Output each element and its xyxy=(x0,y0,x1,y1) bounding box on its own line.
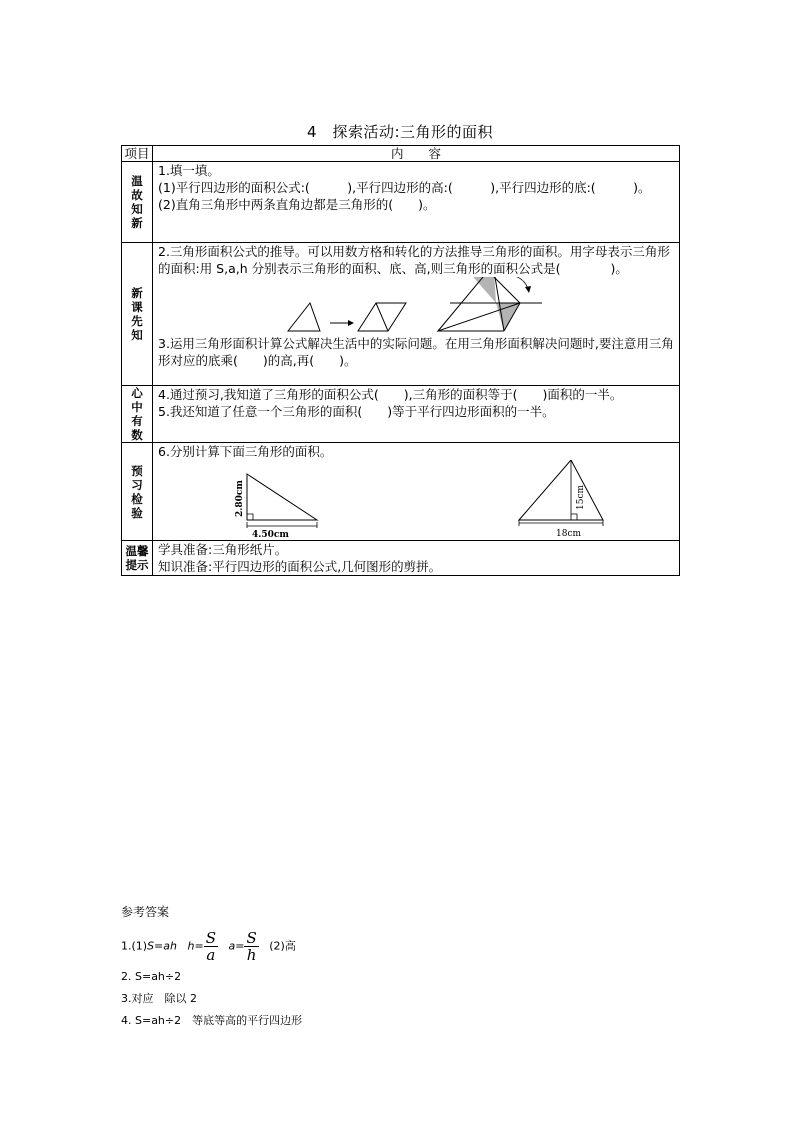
question-line: 5.我还知道了任意一个三角形的面积( )等于平行四边形面积的一半。 xyxy=(158,404,555,419)
fraction-denominator: h xyxy=(246,946,257,964)
table-row xyxy=(122,162,680,243)
answer-3: 3.对应 除以 2 xyxy=(121,992,197,1005)
answer-1 xyxy=(121,930,302,963)
answer-4: 4. S=ah÷2 等底等高的平行四边形 xyxy=(121,1014,303,1027)
tri2-height-label: 15cm xyxy=(576,484,586,510)
triangles-diagram xyxy=(158,460,678,540)
fraction-denominator: a xyxy=(206,946,216,964)
row-label: 温故知新 xyxy=(131,174,143,230)
question-line: 2.三角形面积公式的推导。可以用数方格和转化的方法推导三角形的面积。用字母表示三角形的面积:用 S,a,h 分别表示三角形的面积、底、高,则三角形的面积公式是( )。 xyxy=(158,244,670,276)
triangle-to-parallelogram-diagram xyxy=(158,277,678,339)
question-line: 4.通过预习,我知道了三角形的面积公式( ),三角形的面积等于( )面积的一半。 xyxy=(158,387,623,402)
row-label: 心中有数 xyxy=(131,386,143,442)
right-angle-mark xyxy=(247,514,253,520)
tri1-base-label: 4.50cm xyxy=(252,530,289,540)
fraction-numerator: S xyxy=(205,929,216,947)
table-row xyxy=(122,243,680,386)
answer-section xyxy=(121,903,302,1035)
arrow-head-icon xyxy=(348,320,354,326)
answer-1-h-label: h= xyxy=(187,939,204,953)
answer-1-prefix: 1.(1) xyxy=(121,939,148,953)
question-line: (1)平行四边形的面积公式:( ),平行四边形的高:( ),平行四边形的底:( )。 xyxy=(158,180,651,195)
table-row xyxy=(122,541,680,576)
right-triangle-shape xyxy=(247,474,317,520)
right-angle-mark xyxy=(571,514,577,520)
rotate-arrowhead-icon xyxy=(525,286,531,293)
tip-line: 学具准备:三角形纸片。 xyxy=(158,542,288,557)
preview-sheet-table xyxy=(121,145,680,576)
question-line: 3.运用三角形面积计算公式解决生活中的实际问题。在用三角形面积解决问题时,要注意用三角形对应的底乘( )的高,再( )。 xyxy=(158,336,674,368)
fraction-s-over-a xyxy=(204,930,218,963)
answer-2: 2. S=ah÷2 xyxy=(121,970,182,983)
answer-1-formula: S=ah xyxy=(147,939,177,953)
transformation-figure xyxy=(158,277,679,335)
table-row xyxy=(122,443,680,541)
question-line: 1.填一填。 xyxy=(158,163,220,178)
triangles-figure xyxy=(158,460,679,540)
table-row xyxy=(122,386,680,443)
table-header-row xyxy=(122,146,680,162)
diagonal-line xyxy=(376,303,388,331)
fraction-s-over-h xyxy=(244,930,258,963)
tip-line: 知识准备:平行四边形的面积公式,几何图形的剪拼。 xyxy=(158,559,442,574)
question-line: (2)直角三角形中两条直角边都是三角形的( )。 xyxy=(158,197,436,212)
page-title: 4 探索活动:三角形的面积 xyxy=(306,123,494,141)
fraction-numerator: S xyxy=(246,929,257,947)
isosceles-triangle-shape xyxy=(519,460,603,520)
header-content: 内 容 xyxy=(153,146,680,162)
triangle-shape xyxy=(288,303,320,331)
tri1-height-label: 2.80cm xyxy=(235,480,245,517)
header-item: 项目 xyxy=(122,146,153,162)
row-label: 预习检验 xyxy=(131,463,143,520)
answer-1-suffix: (2)高 xyxy=(269,939,296,953)
question-line: 6.分别计算下面三角形的面积。 xyxy=(158,444,333,459)
tri2-base-label: 18cm xyxy=(556,529,582,539)
answer-1-a-label: a= xyxy=(228,939,245,953)
row-label: 新课先知 xyxy=(131,286,143,342)
answer-heading: 参考答案 xyxy=(121,905,170,919)
row-label: 温馨提示 xyxy=(125,544,149,572)
